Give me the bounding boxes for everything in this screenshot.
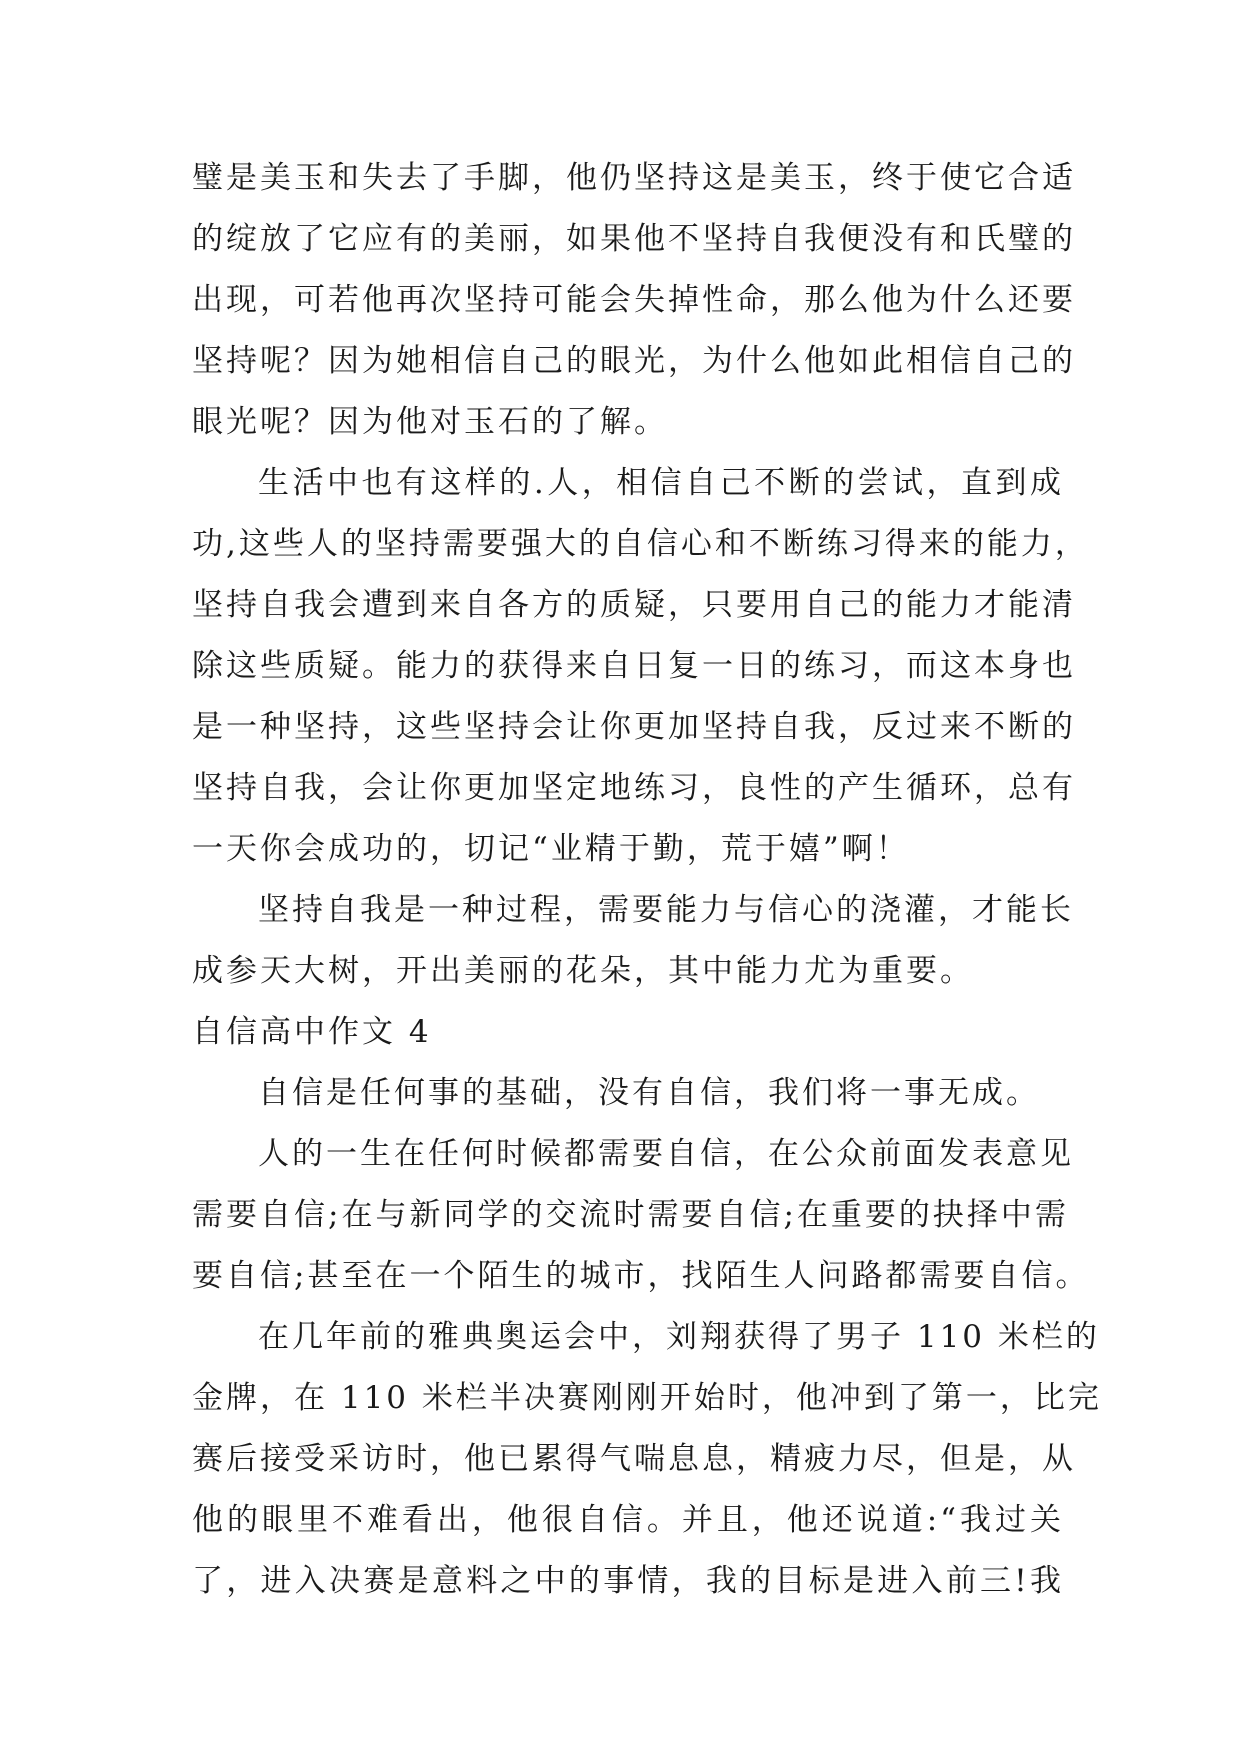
- text-line: 成参天大树，开出美丽的花朵，其中能力尤为重要。: [192, 953, 974, 989]
- text-line: 眼光呢？因为他对玉石的了解。: [192, 404, 668, 440]
- text-line: 是一种坚持，这些坚持会让你更加坚持自我，反过来不断的: [192, 709, 1076, 745]
- text-line: 生活中也有这样的.人，相信自己不断的尝试，直到成: [258, 465, 1064, 501]
- text-line: 的绽放了它应有的美丽，如果他不坚持自我便没有和氏璧的: [192, 221, 1076, 257]
- text-line: 坚持自我是一种过程，需要能力与信心的浇灌，才能长: [258, 892, 1074, 928]
- text-line: 金牌，在 110 米栏半决赛刚刚开始时，他冲到了第一，比完: [192, 1380, 1102, 1416]
- text-line: 赛后接受采访时，他已累得气喘息息，精疲力尽，但是，从: [192, 1441, 1076, 1477]
- text-line: 功,这些人的坚持需要强大的自信心和不断练习得来的能力，: [192, 526, 1089, 562]
- document-body: [192, 148, 1102, 1612]
- text-line: 要自信;甚至在一个陌生的城市，找陌生人问路都需要自信。: [192, 1258, 1090, 1294]
- text-line: 坚持自我，会让你更加坚定地练习，良性的产生循环，总有: [192, 770, 1076, 806]
- text-line: 需要自信;在与新同学的交流时需要自信;在重要的抉择中需: [192, 1197, 1069, 1233]
- text-line: 自信是任何事的基础，没有自信，我们将一事无成。: [258, 1075, 1040, 1111]
- text-line: 出现，可若他再次坚持可能会失掉性命，那么他为什么还要: [192, 282, 1076, 318]
- text-line: 除这些质疑。能力的获得来自日复一日的练习，而这本身也: [192, 648, 1076, 684]
- text-line: 人的一生在任何时候都需要自信，在公众前面发表意见: [258, 1136, 1074, 1172]
- text-line: 坚持呢？因为她相信自己的眼光，为什么他如此相信自己的: [192, 343, 1076, 379]
- text-line: 一天你会成功的，切记“业精于勤，荒于嬉”啊！: [192, 831, 910, 867]
- text-line: 在几年前的雅典奥运会中，刘翔获得了男子 110 米栏的: [258, 1319, 1100, 1355]
- text-line: 璧是美玉和失去了手脚，他仍坚持这是美玉，终于使它合适: [192, 160, 1076, 196]
- text-line: 坚持自我会遭到来自各方的质疑，只要用自己的能力才能清: [192, 587, 1076, 623]
- section-heading: 自信高中作文 4: [192, 1014, 432, 1050]
- text-line: 了，进入决赛是意料之中的事情，我的目标是进入前三!我: [192, 1563, 1064, 1599]
- text-line: 他的眼里不难看出，他很自信。并且，他还说道:“我过关: [192, 1502, 1064, 1538]
